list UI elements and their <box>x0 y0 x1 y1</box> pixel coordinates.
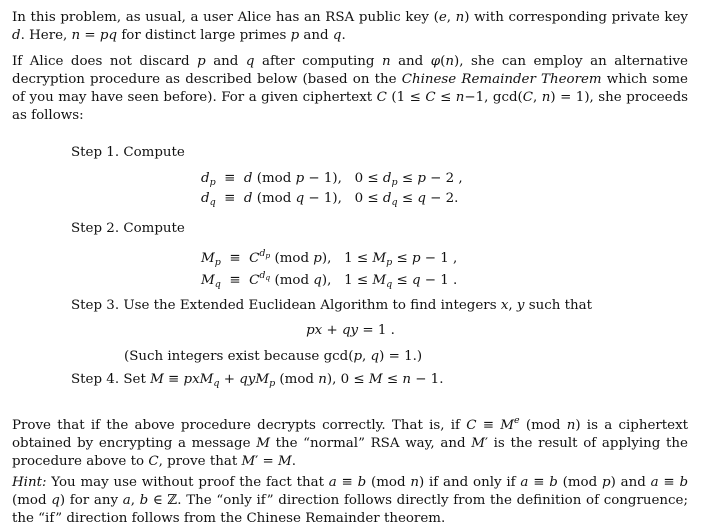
step-1-label: Step 1. Compute <box>71 145 185 160</box>
step-3-equation: px + qy = 1 . <box>306 323 395 338</box>
hint-label: Hint: <box>12 475 47 490</box>
step-3-note: (Such integers exist because gcd(p, q) = 1.) <box>124 349 423 364</box>
step-1-equation-2: $d_q \equiv d$ (mod q − 1), $0 \le d_q \le q - 2$. <box>201 191 459 208</box>
step-2-equation-2: $M_q \equiv C^{d_q}$ (mod q), $1 \le M_q \le q - 1$ . <box>201 270 458 290</box>
step-2-equation-1: $M_p \equiv C^{d_p}$ (mod p), $1 \le M_p \le p - 1$ , <box>201 248 458 268</box>
step-2-label: Step 2. Compute <box>71 221 185 236</box>
step-3-label: Step 3. Use the Extended Euclidean Algorithm to find integers x, y such that <box>71 298 592 313</box>
prove-paragraph: Prove that if the above procedure decrypts correctly. That is, if $C \equiv M^e$ (mod n) is a ciphertext obtained by encrypting a message M the “normal” RSA way, and M′ is the result of applying the procedure above to C, prove that M′ = M. <box>12 415 689 469</box>
intro-paragraph-1: In this problem, as usual, a user Alice has an RSA public key (e, n) with corresponding private key d. Here, n = pq for distinct large primes p and q. <box>12 10 689 43</box>
step-1-equation-1: $d_p \equiv d$ (mod p − 1), $0 \le d_p \le p - 2$ , <box>201 171 463 188</box>
step-4-label: Step 4. Set M ≡ pxM$_q$ + qyM$_p$ (mod n), 0 ≤ M ≤ n − 1. <box>71 372 444 389</box>
hint-text: You may use without proof the fact that a ≡ b (mod n) if and only if a ≡ b (mod p) and a ≡ b (mod q) for any a, b ∈ ℤ. The “only if” direction follows directly from the definition of congruence; the “if” direction follows from the Chinese Remainder theorem. <box>12 475 689 526</box>
hint-paragraph <box>12 474 688 528</box>
intro-paragraph-2: If Alice does not discard p and q after computing n and φ(n), she can employ an alternative decryption procedure as described below (based on the Chinese Remainder Theorem which some of you may have seen before). For a given ciphertext C (1 ≤ C ≤ n−1, gcd(C, n) = 1), she proceeds as follows: <box>12 54 689 123</box>
